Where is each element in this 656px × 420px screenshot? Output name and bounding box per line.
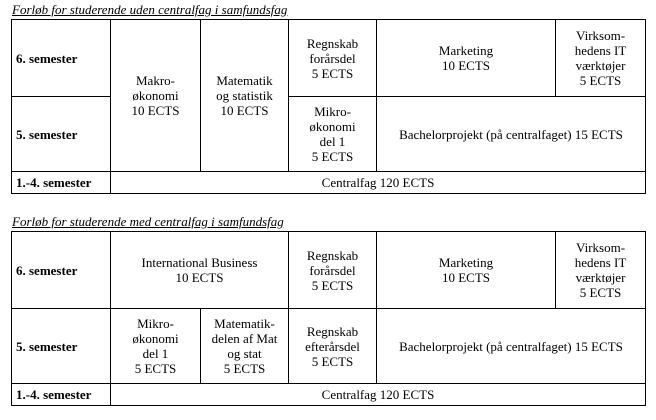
table2-international-business: International Business 10 ECTS (111, 232, 289, 309)
table2-matematikdelen: Matematik- delen af Mat og stat 5 ECTS (201, 309, 289, 384)
table1-row6-label: 6. semester (12, 20, 111, 97)
table1-mikrookonomi: Mikro- økonomi del 1 5 ECTS (289, 97, 377, 172)
table2-row6-label: 6. semester (12, 232, 111, 309)
table1-virksomhedens-it: Virksom- hedens IT værktøjer 5 ECTS (556, 20, 646, 97)
table1-makrookonomi: Makro- økonomi 10 ECTS (111, 20, 201, 172)
table2-mikrookonomi: Mikro- økonomi del 1 5 ECTS (111, 309, 201, 384)
table1-bachelorprojekt: Bachelorprojekt (på centralfaget) 15 ECTS (377, 97, 646, 172)
table1-row14-label: 1.-4. semester (12, 172, 111, 194)
table1-caption: Forløb for studerende uden centralfag i samfundsfag (12, 2, 288, 17)
table1 (11, 19, 646, 194)
table2-regnskab-forarsdel: Regnskab forårsdel 5 ECTS (289, 232, 377, 309)
table2-caption: Forløb for studerende med centralfag i samfundsfag (12, 214, 284, 229)
table2-centralfag: Centralfag 120 ECTS (111, 384, 646, 406)
table2 (11, 231, 646, 406)
table1-marketing: Marketing 10 ECTS (377, 20, 556, 97)
table2-virksomhedens-it: Virksom- hedens IT værktøjer 5 ECTS (556, 232, 646, 309)
table1-row5-label: 5. semester (12, 97, 111, 172)
table1-matematik-statistik: Matematik og statistik 10 ECTS (201, 20, 289, 172)
table1-regnskab-forarsdel: Regnskab forårsdel 5 ECTS (289, 20, 377, 97)
table2-regnskab-efterarsdel: Regnskab efterårsdel 5 ECTS (289, 309, 377, 384)
table2-row14-label: 1.-4. semester (12, 384, 111, 406)
table1-centralfag: Centralfag 120 ECTS (111, 172, 646, 194)
table2-bachelorprojekt: Bachelorprojekt (på centralfaget) 15 ECTS (377, 309, 646, 384)
table2-marketing: Marketing 10 ECTS (377, 232, 556, 309)
table2-row5-label: 5. semester (12, 309, 111, 384)
